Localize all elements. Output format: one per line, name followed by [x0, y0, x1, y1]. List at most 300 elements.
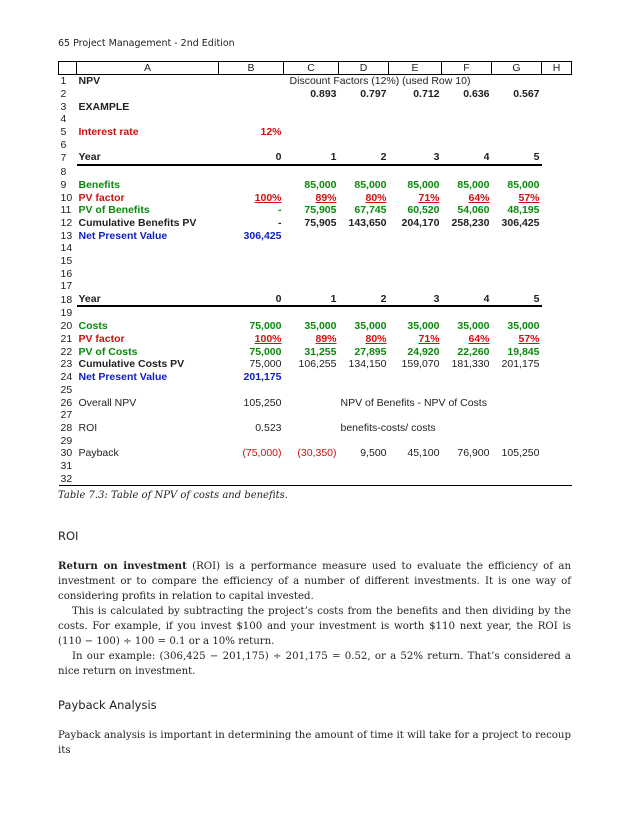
- cell-value: [442, 138, 492, 151]
- cell-value: [442, 267, 492, 280]
- cell-value: 0.567: [513, 88, 540, 101]
- formula-note: NPV of Benefits - NPV of Costs: [340, 396, 487, 409]
- cell-value: 306,425: [243, 229, 282, 242]
- cell-value: 89%: [315, 333, 337, 346]
- cell-value: 204,170: [401, 216, 440, 229]
- cell-value: [339, 255, 389, 268]
- cell-value: [389, 384, 442, 397]
- cell-value: [284, 409, 339, 422]
- cell-empty: [542, 75, 572, 88]
- cell-value: 31,255: [304, 345, 337, 358]
- cell-value: 54,060: [457, 204, 490, 217]
- cell-empty: [542, 384, 572, 397]
- cell-value: [219, 460, 284, 473]
- cell-value: [339, 472, 389, 485]
- cell-empty: [542, 358, 572, 371]
- cell-empty: [542, 280, 572, 293]
- row-number: 19: [60, 307, 73, 320]
- row-number: 31: [60, 459, 73, 472]
- cell-value: [339, 434, 389, 447]
- cell-value: 0: [219, 151, 284, 165]
- row-number: 7: [60, 151, 67, 164]
- sheet-row: [59, 179, 572, 192]
- sheet-row: [59, 422, 572, 435]
- cell-empty: [542, 333, 572, 346]
- cell-value: 0: [219, 293, 284, 307]
- cell-value: [284, 165, 339, 179]
- cell-value: [389, 255, 442, 268]
- cell-value: [339, 267, 389, 280]
- cell-value: 0.636: [463, 88, 490, 101]
- cell-empty: [284, 422, 339, 435]
- cell-value: 80%: [365, 191, 387, 204]
- row-label: ROI: [78, 421, 98, 434]
- cell-value: [389, 409, 442, 422]
- sheet-row: [59, 138, 572, 151]
- sheet-row: [59, 88, 572, 101]
- cell-value: -: [278, 204, 282, 217]
- cell-value: [219, 267, 284, 280]
- cell-value: [389, 242, 442, 255]
- cell-value: [284, 113, 339, 126]
- row-label: Costs: [78, 320, 108, 333]
- sheet-row: [59, 113, 572, 126]
- row-label: [77, 280, 219, 293]
- row-label: [77, 165, 219, 179]
- cell-value: [492, 434, 542, 447]
- row-number: 27: [60, 409, 73, 422]
- cell-value: 5: [492, 293, 542, 307]
- payback-heading: Payback Analysis: [58, 698, 157, 712]
- cell-value: 22,260: [457, 345, 490, 358]
- cell-value: [284, 384, 339, 397]
- cell-value: [492, 306, 542, 320]
- cell-value: [284, 229, 339, 242]
- cell-empty: [542, 179, 572, 192]
- sheet-row: [59, 293, 572, 307]
- cell-value: 35,000: [457, 320, 490, 333]
- row-label: Cumulative Benefits PV: [78, 216, 197, 229]
- row-number: 3: [60, 100, 67, 113]
- row-number: 29: [60, 434, 73, 447]
- row-number: 4: [60, 113, 67, 126]
- cell-value: 5: [492, 151, 542, 165]
- roi-section: [58, 559, 571, 679]
- row-label: Interest rate: [78, 126, 139, 139]
- cell-value: 100%: [254, 191, 282, 204]
- cell-empty: [542, 306, 572, 320]
- cell-value: [389, 229, 442, 242]
- cell-value: 67,745: [354, 204, 387, 217]
- cell-value: [339, 165, 389, 179]
- cell-value: 2: [339, 293, 389, 307]
- cell-value: 57%: [518, 333, 540, 346]
- column-header-row: [59, 62, 572, 75]
- row-number: 9: [60, 178, 67, 191]
- column-header: G: [492, 62, 542, 75]
- row-number: 6: [60, 138, 67, 151]
- row-label: Year: [77, 293, 219, 307]
- cell-value: [339, 113, 389, 126]
- cell-value: [284, 434, 339, 447]
- cell-value: 35,000: [407, 320, 440, 333]
- row-number: 1: [60, 75, 67, 88]
- cell-value: [284, 472, 339, 485]
- cell-value: 71%: [418, 191, 440, 204]
- spreadsheet: [58, 61, 571, 486]
- cell-value: [284, 306, 339, 320]
- sheet-row: [59, 460, 572, 473]
- cell-value: [339, 460, 389, 473]
- cell-value: [492, 138, 542, 151]
- cell-empty: [542, 447, 572, 460]
- sheet-row: [59, 472, 572, 485]
- cell-value: [442, 434, 492, 447]
- sheet-row: [59, 306, 572, 320]
- cell-value: [442, 113, 492, 126]
- cell-empty: [542, 88, 572, 101]
- cell-value: [492, 100, 542, 113]
- cell-value: 3: [389, 151, 442, 165]
- cell-value: 258,230: [451, 216, 490, 229]
- cell-value: [219, 179, 284, 192]
- cell-empty: [542, 138, 572, 151]
- cell-value: [442, 165, 492, 179]
- cell-value: [492, 165, 542, 179]
- cell-empty: [542, 434, 572, 447]
- sheet-row: [59, 242, 572, 255]
- row-number: 28: [60, 421, 73, 434]
- cell-value: [442, 306, 492, 320]
- cell-value: [339, 126, 389, 139]
- row-number: 8: [60, 165, 67, 178]
- cell-value: [284, 280, 339, 293]
- row-label: NPV: [78, 75, 101, 88]
- sheet-row: [59, 267, 572, 280]
- row-label: PV factor: [78, 191, 125, 204]
- cell-value: 100%: [254, 333, 282, 346]
- cell-empty: [542, 191, 572, 204]
- cell-value: [339, 280, 389, 293]
- row-number: 21: [60, 333, 73, 346]
- row-label: Net Present Value: [78, 229, 168, 242]
- row-number: 24: [60, 371, 73, 384]
- cell-value: [284, 126, 339, 139]
- column-header: E: [389, 62, 442, 75]
- cell-value: [219, 472, 284, 485]
- cell-empty: [542, 217, 572, 230]
- cell-empty: [542, 126, 572, 139]
- roi-term: Return on investment: [58, 560, 187, 572]
- cell-value: 60,520: [407, 204, 440, 217]
- cell-value: (30,350): [297, 447, 337, 460]
- sheet-row: [59, 204, 572, 217]
- cell-empty: [542, 229, 572, 242]
- cell-value: [389, 126, 442, 139]
- cell-empty: [542, 165, 572, 179]
- sheet-row: [59, 151, 572, 165]
- row-label: PV of Costs: [78, 345, 138, 358]
- cell-empty: [542, 472, 572, 485]
- cell-value: [339, 371, 389, 384]
- cell-value: 45,100: [407, 447, 440, 460]
- cell-empty: [542, 267, 572, 280]
- cell-value: [442, 126, 492, 139]
- cell-value: [492, 371, 542, 384]
- cell-value: 85,000: [304, 178, 337, 191]
- cell-value: [219, 255, 284, 268]
- payback-section: [58, 728, 571, 758]
- cell-empty: [542, 113, 572, 126]
- cell-value: 27,895: [354, 345, 387, 358]
- cell-value: 4: [442, 293, 492, 307]
- cell-value: [219, 100, 284, 113]
- cell-value: [389, 267, 442, 280]
- cell-value: [219, 138, 284, 151]
- cell-value: [442, 371, 492, 384]
- row-label: PV of Benefits: [78, 204, 150, 217]
- cell-value: [492, 280, 542, 293]
- cell-empty: [542, 242, 572, 255]
- row-label: [77, 460, 219, 473]
- cell-value: [492, 384, 542, 397]
- sheet-row: [59, 371, 572, 384]
- cell-value: 105,250: [501, 447, 540, 460]
- cell-value: [492, 460, 542, 473]
- cell-value: 3: [389, 293, 442, 307]
- cell-value: [219, 88, 284, 101]
- corner-cell: [59, 62, 77, 75]
- sheet-row: [59, 75, 572, 88]
- cell-value: 85,000: [407, 178, 440, 191]
- cell-empty: [284, 396, 339, 409]
- cell-value: 2: [339, 151, 389, 165]
- sheet-row: [59, 409, 572, 422]
- row-label: EXAMPLE: [78, 100, 130, 113]
- cell-value: 0.797: [360, 88, 387, 101]
- cell-value: [492, 409, 542, 422]
- cell-value: [339, 384, 389, 397]
- row-number: 16: [60, 267, 73, 280]
- cell-value: [219, 113, 284, 126]
- cell-value: 4: [442, 151, 492, 165]
- roi-heading: ROI: [58, 529, 79, 543]
- cell-value: 306,425: [501, 216, 540, 229]
- cell-value: 57%: [518, 191, 540, 204]
- row-label: [77, 434, 219, 447]
- sheet-row: [59, 280, 572, 293]
- cell-value: 106,255: [298, 358, 337, 371]
- cell-value: [492, 472, 542, 485]
- sheet-row: [59, 447, 572, 460]
- cell-value: [442, 255, 492, 268]
- cell-value: [389, 371, 442, 384]
- cell-value: [389, 434, 442, 447]
- cell-value: [442, 384, 492, 397]
- cell-value: 35,000: [507, 320, 540, 333]
- row-label: [77, 242, 219, 255]
- cell-value: [442, 460, 492, 473]
- cell-empty: [542, 151, 572, 165]
- cell-value: 159,070: [401, 358, 440, 371]
- row-label: Payback: [78, 447, 119, 460]
- row-label: Year: [77, 151, 219, 165]
- column-header: B: [219, 62, 284, 75]
- cell-empty: [542, 320, 572, 333]
- cell-value: 85,000: [507, 178, 540, 191]
- cell-empty: [542, 293, 572, 307]
- cell-value: [219, 280, 284, 293]
- row-number: 13: [60, 229, 73, 242]
- cell-value: [389, 138, 442, 151]
- cell-value: (75,000): [242, 447, 282, 460]
- table-title: Discount Factors (12%) (used Row 10): [289, 75, 471, 88]
- cell-value: 24,920: [407, 345, 440, 358]
- row-label: [77, 384, 219, 397]
- cell-value: [492, 255, 542, 268]
- npv-table: [58, 61, 572, 486]
- row-number: 20: [60, 320, 73, 333]
- cell-value: [284, 138, 339, 151]
- cell-value: [492, 113, 542, 126]
- cell-value: [339, 100, 389, 113]
- row-number: 5: [60, 126, 67, 139]
- row-label: [77, 88, 219, 101]
- column-header: A: [77, 62, 219, 75]
- sheet-row: [59, 333, 572, 346]
- sheet-row: [59, 320, 572, 333]
- cell-value: 75,000: [249, 320, 282, 333]
- row-label: [77, 306, 219, 320]
- cell-value: [284, 371, 339, 384]
- payback-paragraph-1: Payback analysis is important in determining the amount of time it will take for a project to recoup its: [58, 730, 571, 756]
- cell-value: [339, 242, 389, 255]
- cell-value: [442, 242, 492, 255]
- row-label: Cumulative Costs PV: [78, 358, 185, 371]
- cell-value: 0.712: [413, 88, 440, 101]
- sheet-row: [59, 384, 572, 397]
- cell-value: [389, 100, 442, 113]
- row-label: Benefits: [78, 178, 120, 191]
- cell-value: 35,000: [304, 320, 337, 333]
- sheet-row: [59, 165, 572, 179]
- table-caption: Table 7.3: Table of NPV of costs and benefits.: [58, 490, 288, 501]
- cell-value: 64%: [468, 191, 490, 204]
- row-label: [77, 267, 219, 280]
- roi-paragraph-2: This is calculated by subtracting the project’s costs from the benefits and then dividing by the costs. For example, if you invest $100 and your investment is worth $110 next year, the ROI is (110 − 100) ÷ 100 = 0.1 or a 10% return.: [58, 606, 571, 647]
- row-number: 18: [60, 293, 73, 306]
- cell-value: 89%: [315, 191, 337, 204]
- cell-value: [219, 242, 284, 255]
- cell-value: [389, 165, 442, 179]
- cell-empty: [542, 396, 572, 409]
- roi-definition: (ROI) is a performance measure used to evaluate the efficiency of an investment or to compare the efficiency of a number of different investments. It is one way of considering profits in relation to capital invested.: [58, 561, 571, 602]
- sheet-row: [59, 217, 572, 230]
- cell-value: -: [278, 216, 282, 229]
- cell-value: [442, 229, 492, 242]
- cell-empty: [542, 409, 572, 422]
- cell-value: [284, 267, 339, 280]
- cell-value: 48,195: [507, 204, 540, 217]
- row-number: 10: [60, 191, 73, 204]
- cell-value: 71%: [418, 333, 440, 346]
- cell-value: 201,175: [501, 358, 540, 371]
- cell-value: [442, 472, 492, 485]
- row-label: [77, 409, 219, 422]
- cell-value: [492, 267, 542, 280]
- sheet-row: [59, 255, 572, 268]
- row-number: 11: [60, 204, 72, 217]
- roi-paragraph-3: In our example: (306,425 − 201,175) ÷ 201,175 = 0.52, or a 52% return. That’s considered a nice return on investment.: [58, 651, 571, 677]
- cell-value: [219, 306, 284, 320]
- row-number: 26: [60, 396, 73, 409]
- row-label: PV factor: [78, 333, 125, 346]
- cell-value: [339, 409, 389, 422]
- row-number: 17: [60, 280, 73, 293]
- page-header: 65 Project Management - 2nd Edition: [58, 38, 235, 49]
- cell-value: 134,150: [348, 358, 387, 371]
- row-number: 32: [59, 472, 77, 485]
- cell-value: [284, 242, 339, 255]
- column-header: D: [339, 62, 389, 75]
- sheet-row: [59, 100, 572, 113]
- cell-value: [339, 138, 389, 151]
- row-label: [77, 255, 219, 268]
- cell-empty: [542, 422, 572, 435]
- cell-value: [339, 229, 389, 242]
- cell-value: [219, 165, 284, 179]
- row-number: 14: [60, 242, 73, 255]
- row-number: 12: [60, 216, 73, 229]
- cell-value: 1: [284, 151, 339, 165]
- cell-value: 85,000: [354, 178, 387, 191]
- cell-value: 9,500: [360, 447, 387, 460]
- formula-note: benefits-costs/ costs: [340, 421, 436, 434]
- cell-value: [442, 100, 492, 113]
- sheet-row: [59, 191, 572, 204]
- cell-value: 181,330: [451, 358, 490, 371]
- cell-value: [442, 409, 492, 422]
- cell-value: 85,000: [457, 178, 490, 191]
- cell-value: 80%: [365, 333, 387, 346]
- row-number: 22: [60, 345, 73, 358]
- sheet-row: [59, 434, 572, 447]
- cell-value: [492, 126, 542, 139]
- cell-value: 75,000: [249, 345, 282, 358]
- column-header: F: [442, 62, 492, 75]
- cell-value: [284, 100, 339, 113]
- sheet-row: [59, 345, 572, 358]
- cell-empty: [542, 100, 572, 113]
- row-number: 15: [60, 254, 73, 267]
- cell-empty: [542, 460, 572, 473]
- cell-value: [389, 460, 442, 473]
- cell-value: [284, 460, 339, 473]
- row-label: [77, 113, 219, 126]
- cell-empty: [542, 371, 572, 384]
- cell-value: [339, 306, 389, 320]
- row-number: 2: [60, 88, 67, 101]
- row-label: Overall NPV: [78, 396, 137, 409]
- cell-value: 75,905: [304, 216, 337, 229]
- cell-value: [389, 472, 442, 485]
- cell-value: 1: [284, 293, 339, 307]
- cell-value: 0.523: [255, 421, 282, 434]
- cell-value: [442, 280, 492, 293]
- cell-value: 19,845: [507, 345, 540, 358]
- sheet-row: [59, 396, 572, 409]
- cell-value: [389, 306, 442, 320]
